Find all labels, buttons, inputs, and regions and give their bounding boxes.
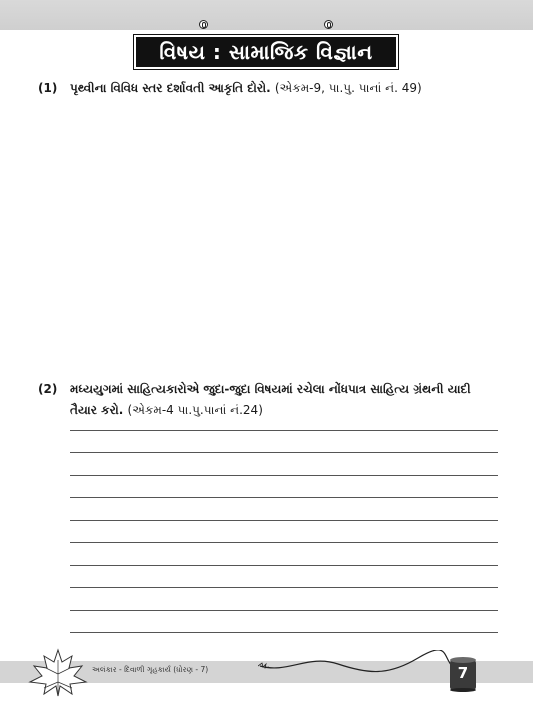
question-number: (2) (38, 382, 58, 396)
answer-line (70, 430, 498, 431)
footer-text: અલંકાર - દિવાળી ગૃહકાર્ય (ધોરણ - 7) (92, 665, 209, 674)
answer-line (70, 587, 498, 588)
fuse-wire-icon (258, 650, 454, 678)
binder-ring-icon (324, 20, 333, 29)
answer-line (70, 475, 498, 476)
page-title (136, 37, 396, 67)
answer-line (70, 542, 498, 543)
question-text-line: મધ્યયુગમાં સાહિત્યકારોએ જુદા-જુદા વિષયમાં રચેલા નોંધપાત્ર સાહિત્ય ગ્રંથની યાદી (70, 382, 471, 396)
answer-line (70, 520, 498, 521)
question-reference: (એકમ-4 પા.પુ.પાનાં નં.24) (127, 403, 263, 417)
question-text-line: તૈયાર કરો. (70, 403, 124, 417)
question-text-line: પૃથ્વીના વિવિધ સ્તર દર્શાવતી આકૃતિ દોરો. (70, 81, 271, 95)
answer-line (70, 497, 498, 498)
answer-line (70, 610, 498, 611)
question-2 (38, 379, 508, 421)
question-reference: (એકમ-9, પા.પુ. પાનાં નં. 49) (274, 81, 422, 95)
question-1 (38, 78, 508, 98)
question-text (70, 400, 263, 420)
maple-leaf-icon (22, 648, 94, 698)
answer-line (70, 452, 498, 453)
page-number: 7 (457, 664, 469, 682)
question-text (70, 78, 422, 98)
page-title-text: વિષય : સામાજિક વિજ્ઞાન (159, 40, 373, 64)
answer-line (70, 565, 498, 566)
binder-ring-icon (199, 20, 208, 29)
top-band (0, 0, 533, 30)
answer-line (70, 632, 498, 633)
question-number: (1) (38, 81, 58, 95)
